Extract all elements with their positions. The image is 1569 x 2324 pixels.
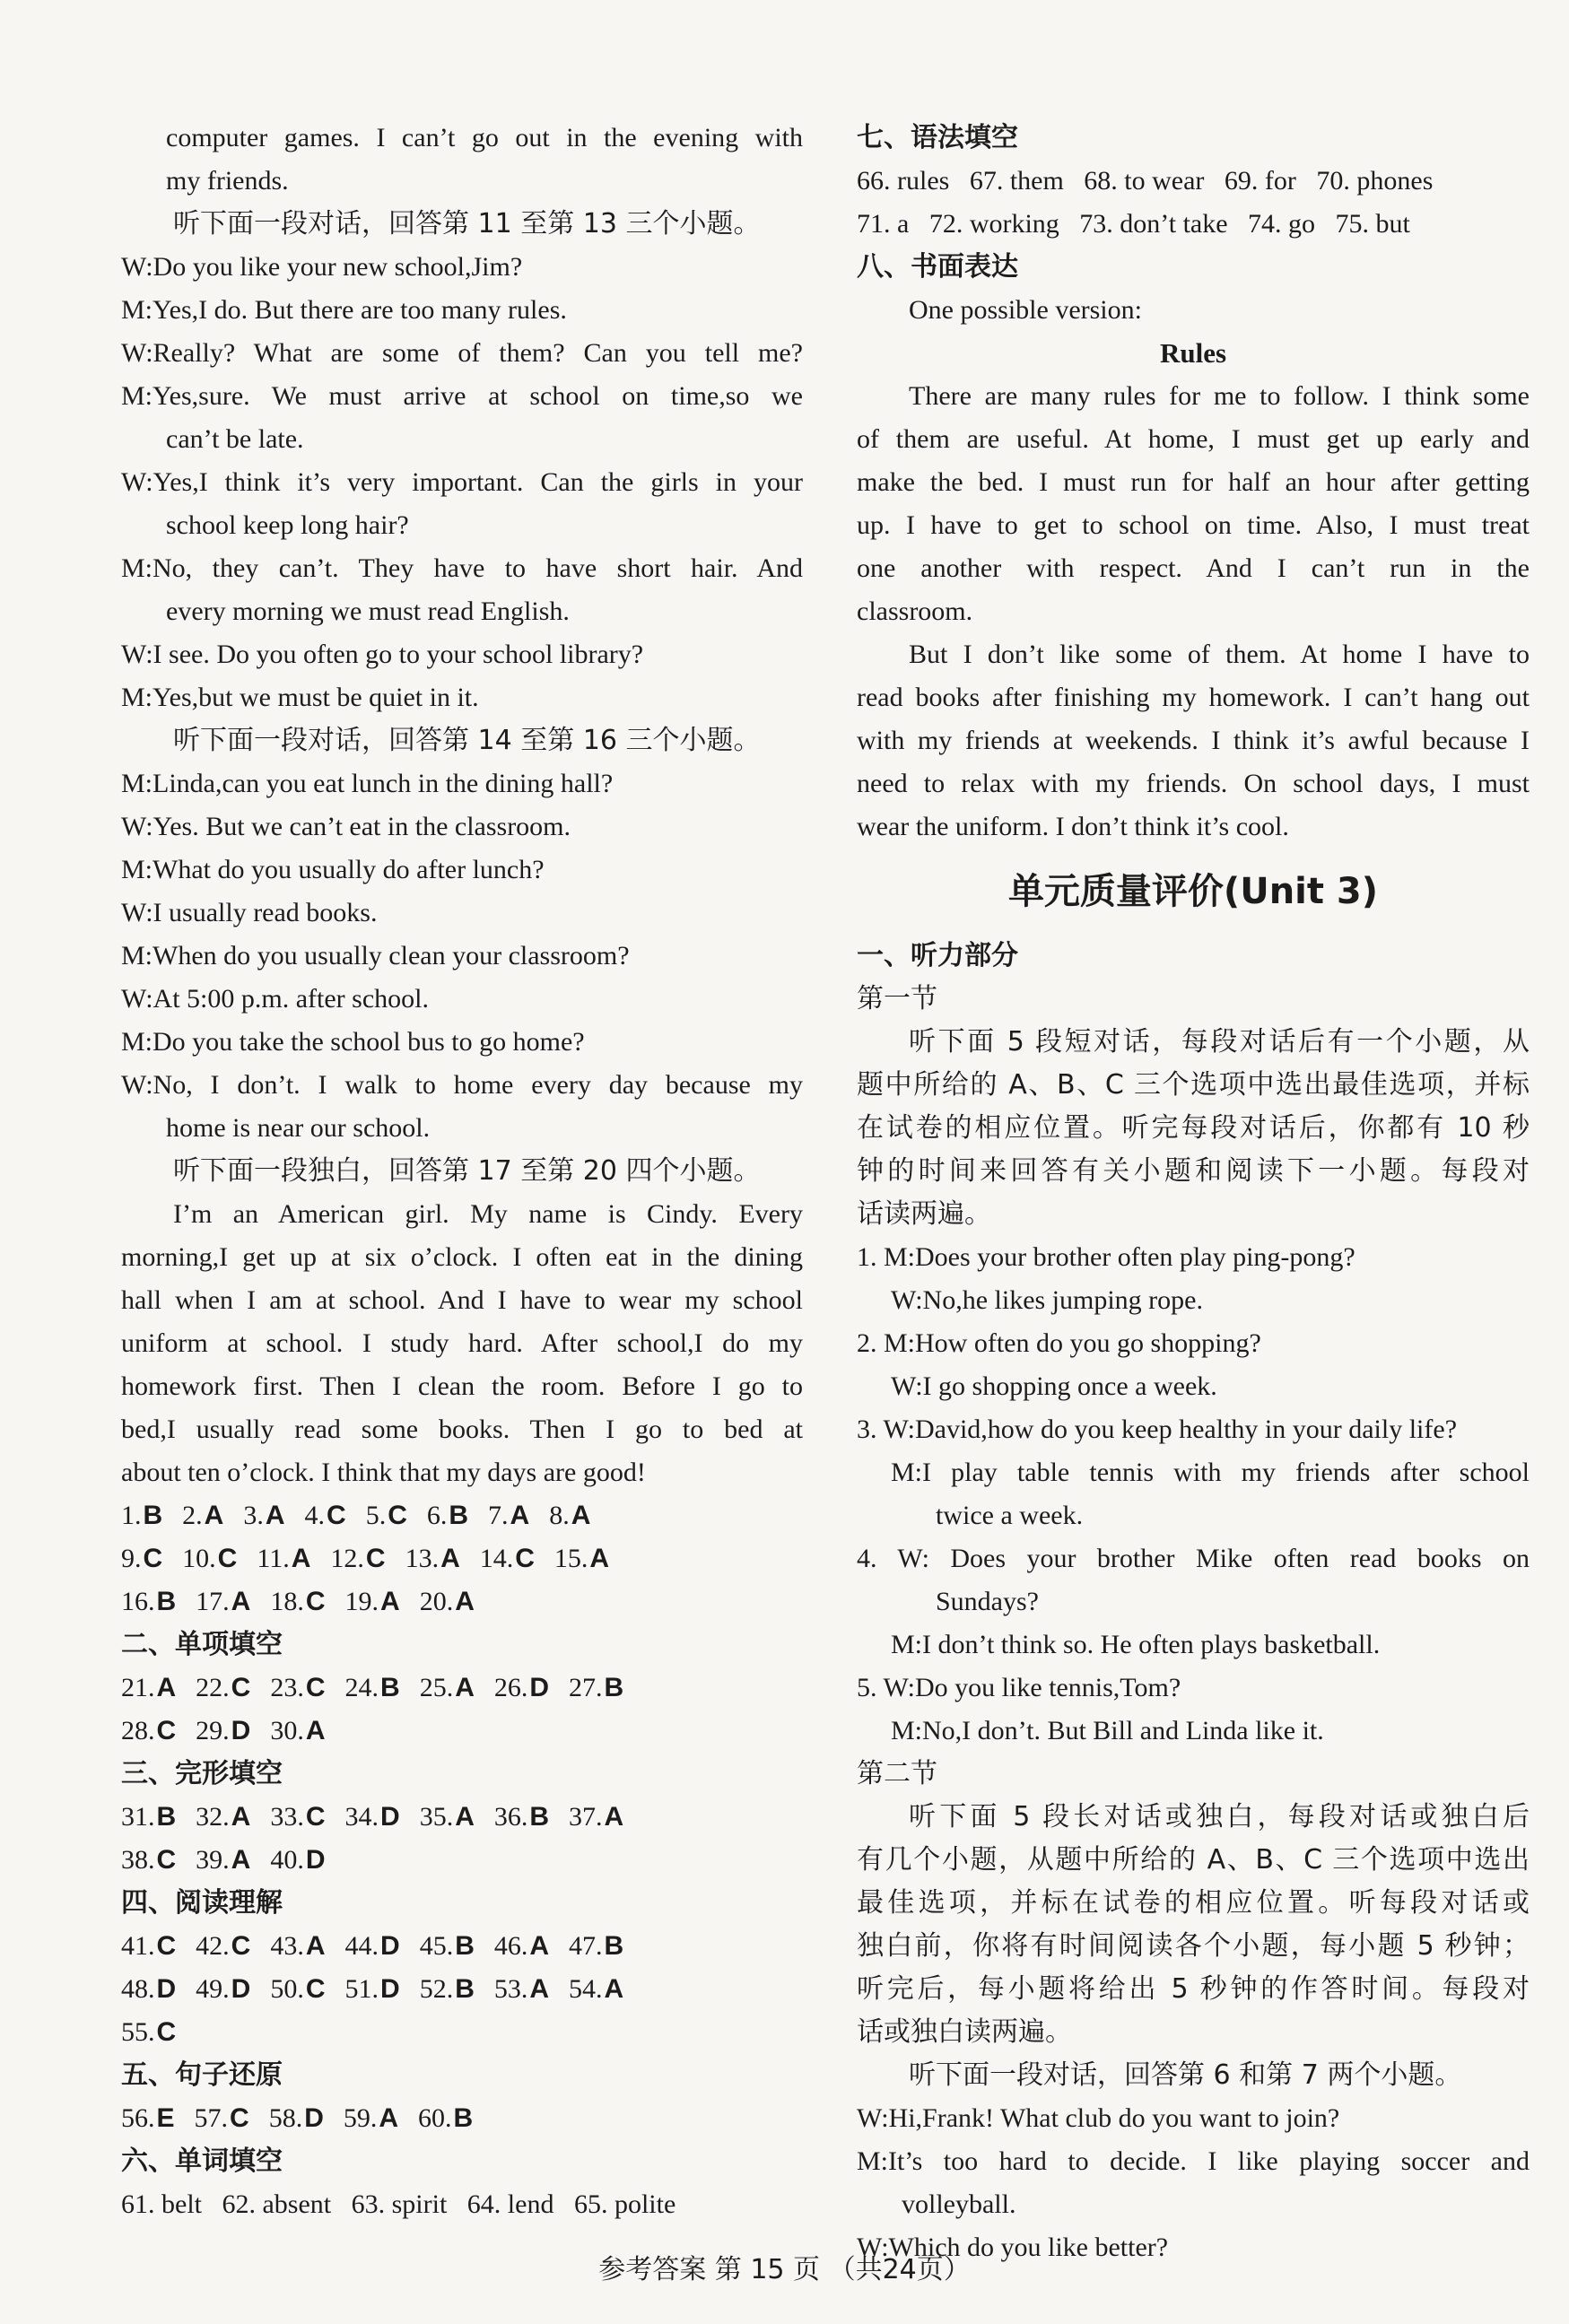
short-dialogs	[857, 1236, 1530, 1753]
answer-item	[270, 1710, 325, 1753]
answer-item	[196, 1710, 250, 1753]
answer-letter: C	[365, 1544, 386, 1573]
answer-item	[243, 1494, 284, 1537]
answer-letter: E	[156, 2103, 175, 2133]
answer-item	[420, 1796, 475, 1839]
answer-letter: A	[156, 1673, 177, 1702]
answer-letter: B	[455, 1931, 475, 1961]
answer-letter: A	[455, 1587, 475, 1616]
answer-item	[345, 1796, 400, 1839]
answer-number: 38.	[121, 1845, 155, 1875]
answer-letter: A	[440, 1544, 460, 1573]
answer-letter: A	[571, 1501, 591, 1530]
answer-number: 8.	[549, 1501, 570, 1530]
text-line: 听下面一段对话，回答第 14 至第 16 三个小题。	[173, 725, 761, 756]
answer-number: 25.	[419, 1673, 454, 1702]
answer-item	[305, 1494, 346, 1537]
unit-title: 单元质量评价(Unit 3)	[1007, 871, 1379, 912]
answer-row	[121, 1925, 803, 1968]
answer-letter: B	[455, 1974, 475, 2004]
answer-key-listening	[121, 1494, 803, 1623]
answer-number: 47.	[569, 1931, 603, 1961]
answer-number: 48.	[121, 1974, 155, 2004]
answer-item	[569, 1796, 623, 1839]
essay-line: need to relax with my friends. On school days, I must	[857, 769, 1530, 798]
section-heading-writing: 八、书面表达	[857, 251, 1018, 283]
answer-item	[121, 1796, 176, 1839]
answer-row	[121, 1968, 803, 2011]
answer-letter: D	[305, 1845, 326, 1875]
answer-item	[569, 1667, 623, 1710]
text-line: 听下面一段对话，回答第 11 至第 13 三个小题。	[173, 208, 761, 239]
essay-line: of them are useful. At home, I must get up early and	[857, 424, 1530, 454]
listening-script-left	[121, 117, 803, 1494]
answer-number: 32.	[196, 1802, 230, 1832]
answer-number: 16.	[121, 1587, 155, 1616]
answer-number: 21.	[121, 1673, 155, 1702]
dialog-line: W:Which do you like better?	[857, 2233, 1169, 2262]
text-line: M:Linda,can you eat lunch in the dining hall?	[121, 769, 614, 798]
answer-item	[330, 1537, 385, 1580]
answer-number: 14.	[479, 1544, 514, 1573]
section-heading-2: 第二节	[857, 1758, 937, 1789]
answer-number: 46.	[493, 1931, 528, 1961]
answer-letter: A	[305, 1931, 326, 1961]
page-footer: 参考答案 第 15 页 （共24页）	[598, 2254, 971, 2285]
essay-line: But I don’t like some of them. At home I have to	[909, 640, 1530, 669]
answer-letter: A	[604, 1802, 624, 1832]
section-heading-1: 第一节	[857, 983, 937, 1014]
dialog-line: 3. W:David,how do you keep healthy in your daily life?	[857, 1414, 1458, 1444]
answer-item	[196, 1839, 250, 1882]
answer-letter: B	[143, 1501, 163, 1530]
answer-letter: D	[380, 1931, 400, 1961]
answer-item	[345, 1667, 400, 1710]
instruction-line: 钟的时间来回答有关小题和阅读下一小题。每段对	[857, 1155, 1530, 1187]
answer-letter: A	[305, 1716, 326, 1745]
answer-item	[121, 1710, 176, 1753]
text-line: 听下面一段独白，回答第 17 至第 20 四个小题。	[173, 1155, 761, 1187]
answer-number: 20.	[419, 1587, 454, 1616]
answer-item	[480, 1537, 535, 1580]
answer-letter: A	[510, 1501, 530, 1530]
answer-item	[494, 1968, 549, 2011]
answer-number: 58.	[268, 2103, 303, 2133]
text-line: W:Yes. But we can’t eat in the classroom.	[121, 812, 571, 841]
answer-letter: C	[515, 1544, 535, 1573]
text-line: M:Yes,but we must be quiet in it.	[121, 683, 479, 712]
essay-line: one another with respect. And I can’t run in the	[857, 553, 1530, 583]
text-line: homework first. Then I clean the room. Before I go to	[121, 1371, 803, 1401]
answer-number: 49.	[196, 1974, 230, 2004]
answer-letter: A	[265, 1501, 285, 1530]
answer-number: 40.	[270, 1845, 304, 1875]
answer-letter: C	[388, 1501, 407, 1530]
answer-letter: C	[231, 1931, 251, 1961]
answer-item	[420, 1580, 475, 1623]
answer-letter: B	[156, 1587, 177, 1616]
answer-number: 19.	[344, 1587, 379, 1616]
text-line: W:I see. Do you often go to your school library?	[121, 640, 644, 669]
essay-line: up. I have to get to school on time. Also, I must treat	[857, 510, 1530, 540]
answer-letter: A	[379, 2103, 399, 2133]
answer-number: 11.	[257, 1544, 290, 1573]
answer-item	[418, 2097, 473, 2140]
answer-letter: D	[156, 1974, 177, 2004]
text-line: M:Yes,sure. We must arrive at school on time,so we	[121, 381, 803, 411]
answer-item	[182, 1494, 223, 1537]
answer-item	[196, 1968, 250, 2011]
answer-letter: A	[455, 1802, 475, 1832]
dialog-line: 2. M:How often do you go shopping?	[857, 1328, 1261, 1358]
answer-item	[269, 2097, 324, 2140]
answer-key-cloze	[121, 1796, 803, 1882]
answer-number: 52.	[419, 1974, 454, 2004]
answer-item	[405, 1537, 460, 1580]
answer-number: 15.	[554, 1544, 588, 1573]
answer-item	[121, 1839, 176, 1882]
answer-item	[345, 1968, 400, 2011]
dialog-line: W:Hi,Frank! What club do you want to join?	[857, 2103, 1340, 2133]
dialog-line: 4. W: Does your brother Mike often read books on	[857, 1544, 1530, 1573]
answer-number: 31.	[121, 1802, 155, 1832]
answer-number: 17.	[196, 1587, 230, 1616]
dialog-line: 5. W:Do you like tennis,Tom?	[857, 1673, 1181, 1702]
instructions-section-2	[857, 1796, 1530, 2097]
sample-version-label: One possible version:	[909, 295, 1142, 325]
answer-letter: D	[529, 1673, 550, 1702]
text-line: W:I usually read books.	[121, 898, 378, 927]
text-line: W:Really? What are some of them? Can you tell me?	[121, 338, 803, 368]
instruction-line: 独白前，你将有时间阅读各个小题，每小题 5 秒钟；	[857, 1930, 1530, 1962]
answer-number: 10.	[182, 1544, 216, 1573]
answer-item	[121, 1494, 162, 1537]
answer-item	[182, 1537, 237, 1580]
answer-letter: C	[230, 2103, 249, 2133]
answer-item	[121, 1537, 162, 1580]
answer-number: 5.	[365, 1501, 387, 1530]
instruction-line: 听下面一段对话，回答第 6 和第 7 两个小题。	[909, 2059, 1462, 2091]
answer-item	[196, 1796, 250, 1839]
answer-item	[270, 1968, 325, 2011]
answer-letter: C	[231, 1673, 251, 1702]
dialog-line: 1. M:Does your brother often play ping-pong?	[857, 1242, 1355, 1272]
answer-number: 23.	[270, 1673, 304, 1702]
section-heading-word-fill: 六、单词填空	[121, 2146, 283, 2177]
answer-number: 50.	[270, 1974, 304, 2004]
essay-line: read books after finishing my homework. I can’t hang out	[857, 683, 1530, 712]
answer-item	[549, 1494, 590, 1537]
answer-item	[196, 1925, 250, 1968]
column-divider	[825, 117, 826, 2215]
answer-item	[494, 1667, 549, 1710]
answer-item	[121, 2097, 175, 2140]
instruction-line: 话或独白读两遍。	[857, 2016, 1072, 2048]
instruction-line: 话读两遍。	[857, 1198, 991, 1230]
answer-item	[121, 1667, 176, 1710]
answer-number: 26.	[493, 1673, 528, 1702]
instruction-line: 在试卷的相应位置。听完每段对话后，你都有 10 秒	[857, 1112, 1530, 1144]
answer-letter: B	[380, 1673, 400, 1702]
answer-item	[270, 1839, 325, 1882]
answer-item	[121, 2011, 176, 2054]
instruction-line: 听下面 5 段长对话或独白，每段对话或独白后	[909, 1801, 1530, 1832]
answer-item	[196, 1667, 250, 1710]
dialog-line: M:No,I don’t. But Bill and Linda like it.	[891, 1716, 1324, 1745]
text-line: morning,I get up at six o’clock. I often eat in the dining	[121, 1242, 803, 1272]
answer-letter: A	[291, 1544, 311, 1573]
answer-item	[196, 1580, 250, 1623]
answer-letter: A	[455, 1673, 475, 1702]
essay-line: with my friends at weekends. I think it’s awful because I	[857, 726, 1530, 755]
answer-item	[270, 1667, 325, 1710]
answer-item	[345, 1580, 400, 1623]
answer-number: 35.	[419, 1802, 454, 1832]
answer-letter: C	[305, 1802, 326, 1832]
answer-number: 6.	[426, 1501, 448, 1530]
section-heading-cloze: 三、完形填空	[121, 1758, 283, 1789]
answer-number: 1.	[121, 1501, 142, 1530]
answer-row	[121, 1494, 803, 1537]
text-line: school keep long hair?	[166, 510, 409, 540]
answer-item	[121, 1968, 176, 2011]
answer-row	[121, 2011, 803, 2054]
dialog-line: M:I don’t think so. He often plays basketball.	[891, 1630, 1381, 1659]
answer-letter: B	[449, 1501, 469, 1530]
dialog-line: M:I play table tennis with my friends after school	[891, 1458, 1530, 1487]
answer-number: 59.	[343, 2103, 378, 2133]
text-line: about ten o’clock. I think that my days are good!	[121, 1458, 646, 1487]
text-line: M:What do you usually do after lunch?	[121, 855, 545, 884]
essay-line: classroom.	[857, 596, 973, 626]
answer-number: 42.	[196, 1931, 230, 1961]
answer-row	[121, 1580, 803, 1623]
answer-row	[121, 1839, 803, 1882]
answer-letter: C	[156, 1931, 177, 1961]
text-line: I’m an American girl. My name is Cindy. Every	[173, 1199, 803, 1229]
answer-number: 24.	[344, 1673, 379, 1702]
text-line: W:Do you like your new school,Jim?	[121, 252, 523, 282]
instruction-line: 听下面 5 段短对话，每段对话后有一个小题，从	[909, 1026, 1530, 1058]
answer-item	[121, 1925, 176, 1968]
answer-letter: C	[156, 2017, 177, 2047]
text-line: M:Do you take the school bus to go home?	[121, 1027, 585, 1057]
answer-number: 33.	[270, 1802, 304, 1832]
answer-letter: D	[380, 1802, 400, 1832]
answer-number: 9.	[121, 1544, 142, 1573]
answer-number: 37.	[569, 1802, 603, 1832]
answer-number: 41.	[121, 1931, 155, 1961]
answer-letter: A	[231, 1845, 251, 1875]
answer-item	[420, 1968, 475, 2011]
answer-key-grammar-line1: 66. rules 67. them 68. to wear 69. for 70. phones	[857, 166, 1434, 196]
essay-title: Rules	[1159, 337, 1227, 369]
answer-item	[420, 1667, 475, 1710]
answer-row	[121, 2097, 803, 2140]
answer-item	[420, 1925, 475, 1968]
answer-letter: A	[604, 1974, 624, 2004]
answer-number: 39.	[196, 1845, 230, 1875]
answer-item	[195, 2097, 249, 2140]
answer-number: 34.	[344, 1802, 379, 1832]
answer-item	[270, 1796, 325, 1839]
text-line: W:Yes,I think it’s very important. Can the girls in your	[121, 467, 803, 497]
part-heading-listening: 一、听力部分	[857, 940, 1018, 971]
answer-letter: C	[156, 1716, 177, 1745]
text-line: uniform at school. I study hard. After school,I do my	[121, 1328, 803, 1358]
dialog-line: volleyball.	[902, 2189, 1016, 2219]
answer-number: 44.	[344, 1931, 379, 1961]
answer-letter: D	[380, 1974, 400, 2004]
answer-item	[554, 1537, 609, 1580]
answer-letter: A	[529, 1931, 550, 1961]
answer-letter: C	[305, 1673, 326, 1702]
answer-letter: A	[231, 1802, 251, 1832]
answer-item	[488, 1494, 529, 1537]
sample-essay	[857, 375, 1530, 849]
answer-number: 57.	[194, 2103, 229, 2133]
answer-number: 3.	[243, 1501, 264, 1530]
dialog-line: M:It’s too hard to decide. I like playing soccer and	[857, 2146, 1530, 2176]
text-line: M:When do you usually clean your classroom?	[121, 941, 630, 971]
instruction-line: 有几个小题，从题中所给的 A、B、C 三个选项中选出	[857, 1844, 1530, 1876]
answer-letter: C	[327, 1501, 346, 1530]
instruction-line: 最佳选项，并标在试卷的相应位置。听每段对话或	[857, 1887, 1530, 1919]
answer-number: 13.	[405, 1544, 440, 1573]
text-line: M:Yes,I do. But there are too many rules.	[121, 295, 567, 325]
answer-number: 51.	[344, 1974, 379, 2004]
answer-row	[121, 1537, 803, 1580]
answer-row	[121, 1796, 803, 1839]
instructions-section-1	[857, 1021, 1530, 1236]
section-heading-single-choice: 二、单项填空	[121, 1629, 283, 1660]
answer-row	[121, 1710, 803, 1753]
essay-line: wear the uniform. I don’t think it’s cool.	[857, 812, 1289, 841]
section-heading-sentence-restore: 五、句子还原	[121, 2059, 283, 2091]
answer-number: 4.	[304, 1501, 326, 1530]
section-heading-grammar: 七、语法填空	[857, 122, 1018, 153]
answer-letter: D	[231, 1716, 251, 1745]
answer-letter: C	[156, 1845, 177, 1875]
answer-item	[345, 1925, 400, 1968]
answer-number: 29.	[196, 1716, 230, 1745]
answer-number: 22.	[196, 1673, 230, 1702]
answer-item	[569, 1968, 623, 2011]
instruction-line: 听完后，每小题将给出 5 秒钟的作答时间。每段对	[857, 1973, 1530, 2005]
text-line: my friends.	[166, 166, 289, 196]
answer-number: 27.	[569, 1673, 603, 1702]
answer-number: 28.	[121, 1716, 155, 1745]
answer-item	[344, 2097, 398, 2140]
answer-letter: D	[231, 1974, 251, 2004]
answer-number: 7.	[488, 1501, 509, 1530]
answer-item	[569, 1925, 623, 1968]
instruction-line: 题中所给的 A、B、C 三个选项中选出最佳选项，并标	[857, 1069, 1530, 1101]
right-column	[857, 117, 1530, 2269]
text-line: home is near our school.	[166, 1113, 431, 1143]
text-line: bed,I usually read some books. Then I go to bed at	[121, 1414, 803, 1444]
answer-letter: B	[529, 1802, 550, 1832]
answer-letter: B	[604, 1931, 624, 1961]
answer-number: 43.	[270, 1931, 304, 1961]
answer-item	[257, 1537, 310, 1580]
dialog-line: Sundays?	[936, 1587, 1039, 1616]
answer-number: 12.	[330, 1544, 364, 1573]
answer-item	[270, 1580, 325, 1623]
dialog-line: W:I go shopping once a week.	[891, 1371, 1217, 1401]
answer-number: 56.	[121, 2103, 155, 2133]
text-line: M:No, they can’t. They have to have short hair. And	[121, 553, 803, 583]
answer-item	[494, 1796, 549, 1839]
section-heading-reading: 四、阅读理解	[121, 1887, 283, 1919]
answer-letter: A	[380, 1587, 400, 1616]
answer-number: 2.	[182, 1501, 203, 1530]
text-line: W:At 5:00 p.m. after school.	[121, 984, 429, 1014]
answer-item	[494, 1925, 549, 1968]
long-dialog	[857, 2097, 1530, 2269]
essay-line: make the bed. I must run for half an hour after getting	[857, 467, 1530, 497]
answer-key-word-fill: 61. belt 62. absent 63. spirit 64. lend 65. polite	[121, 2189, 676, 2219]
answer-number: 54.	[569, 1974, 603, 2004]
answer-item	[270, 1925, 325, 1968]
answer-letter: B	[604, 1673, 624, 1702]
essay-line: There are many rules for me to follow. I think some	[909, 381, 1530, 411]
answer-key-sentence-restore	[121, 2097, 803, 2140]
answer-number: 36.	[493, 1802, 528, 1832]
answer-letter: A	[529, 1974, 550, 2004]
answer-item	[121, 1580, 176, 1623]
answer-key-reading	[121, 1925, 803, 2054]
answer-key-grammar-line2: 71. a 72. working 73. don’t take 74. go 75. but	[857, 209, 1410, 239]
answer-letter: B	[453, 2103, 474, 2133]
answer-letter: C	[305, 1587, 326, 1616]
text-line: W:No, I don’t. I walk to home every day because my	[121, 1070, 803, 1100]
answer-number: 18.	[270, 1587, 304, 1616]
dialog-line: W:No,he likes jumping rope.	[891, 1285, 1203, 1315]
left-column	[121, 117, 803, 2226]
answer-letter: A	[589, 1544, 610, 1573]
answer-letter: C	[143, 1544, 163, 1573]
answer-item	[366, 1494, 407, 1537]
answer-letter: D	[304, 2103, 324, 2133]
answer-number: 45.	[419, 1931, 454, 1961]
dialog-line: twice a week.	[936, 1501, 1084, 1530]
answer-number: 60.	[418, 2103, 452, 2133]
text-line: every morning we must read English.	[166, 596, 570, 626]
answer-number: 53.	[493, 1974, 528, 2004]
answer-item	[427, 1494, 468, 1537]
answer-row	[121, 1667, 803, 1710]
answer-number: 55.	[121, 2017, 155, 2047]
answer-letter: B	[156, 1802, 177, 1832]
text-line: can’t be late.	[166, 424, 304, 454]
text-line: computer games. I can’t go out in the evening with	[166, 123, 803, 152]
answer-letter: A	[204, 1501, 224, 1530]
text-line: hall when I am at school. And I have to wear my school	[121, 1285, 803, 1315]
answer-number: 30.	[270, 1716, 304, 1745]
answer-letter: C	[305, 1974, 326, 2004]
answer-key-single-choice	[121, 1667, 803, 1753]
answer-letter: C	[217, 1544, 238, 1573]
answer-letter: A	[231, 1587, 251, 1616]
